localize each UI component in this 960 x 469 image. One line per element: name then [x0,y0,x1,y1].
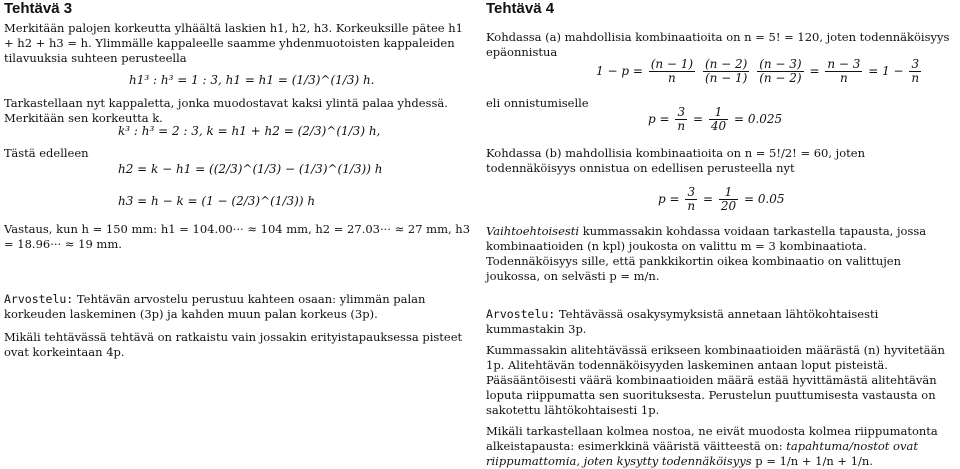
fraction: $\frac{1}{20}$ [720,185,737,213]
task4-alternative: Vaihtoehtoisesti kummassakin kohdassa voidaan tarkastella tapausta, jossa kombinaatioiden (n kpl) joukosta on valittu m = 3 kombinaatiota. Todennäköisyys sille, että pankkikortin oikea kombinaatio on valittujen joukossa, on selvästi p = m/n. [486,224,927,283]
task3-eq4: h3 = h − k = (1 − (2/3)^(1/3)) h [118,194,316,208]
task3-intro: Merkitään palojen korkeutta ylhäältä laskien h1, h2, h3. Korkeuksille pätee h1 + h2 + h3 = h. Ylimmälle kappaleelle saamme yhdenmuotoisten kappaleiden tilavuuksia suhteen perusteella [4,21,463,65]
fraction: $\frac{3}{n}$ [677,105,686,133]
grading-label: Arvostelu: [4,292,74,306]
task3-grading [4,292,474,360]
fraction: $\frac{3}{n}$ [911,57,920,85]
task3-eq3: h2 = k − h1 = ((2/3)^(1/3) − (1/3)^(1/3)) h [118,162,383,176]
task4-grading [486,307,956,469]
task4-eq2: p = $\frac{3}{n}$ = $\frac{1}{40}$ = 0.025 [648,105,783,133]
grading-p2: Kummassakin alitehtävässä erikseen kombinaatioiden määrästä (n) hyvitetään 1p. Alitehtävän todennäköisyyden laskeminen antaan loput pisteistä. Pääsääntöisesti väärä kombinaatioiden määrä estää hyvittämästä alitehtävän loputa riippumatta sen suorituksesta. Perustelun puuttumisesta vastausta on sakotettu lähtökohtaisesti 1p. [486,343,945,417]
task4-eli: eli onnistumiselle [486,96,589,110]
task4-intro: Kohdassa (a) mahdollisia kombinaatioita on n = 5! = 120, joten todennäköisyys epäonnistua [486,30,950,59]
grading-p3: Mikäli tarkastellaan kolmea nostoa, ne eivät muodosta kolmea riippumatonta alkeistapausta: esimerkkinä vääristä väitteestä on: tapahtuma/nostot ovat riippumattomia, joten kysytty todennäköisyys p = 1/n + 1/n + 1/n. [486,424,938,468]
task3-para2: Tarkastellaan nyt kappaletta, jonka muodostavat kaksi ylintä palaa yhdessä. Merkitään sen korkeutta k. [4,96,448,125]
task4-eq1: 1 − p = $\frac{(n - 1)}{n}$ $\frac{(n - 2)}{(n - 1)}$ $\frac{(n - 3)}{(n - 2)}$ = $\frac{n - 3}{n}$ = 1 − $\frac{3}{n}$ [596,57,920,85]
task4-para-b: Kohdassa (b) mahdollisia kombinaatioita on n = 5!/2! = 60, joten todennäköisyys onnistua on edellisen perusteella nyt [486,146,866,175]
task3-answer: Vastaus, kun h = 150 mm: h1 = 104.00··· ≈ 104 mm, h2 = 27.03··· ≈ 27 mm, h3 = 18.96··· ≈ 19 mm. [4,222,471,251]
task4-eq3: p = $\frac{3}{n}$ = $\frac{1}{20}$ = 0.05 [658,185,785,213]
fraction: $\frac{n - 3}{n}$ [827,57,861,85]
fraction: $\frac{3}{n}$ [687,185,696,213]
fraction: $\frac{(n - 1)}{n}$ [650,57,694,85]
grading-note: Mikäli tehtävässä tehtävä on ratkaistu vain jossakin erityistapauksessa pisteet ovat korkeintaan 4p. [4,330,463,359]
task4-title: Tehtävä 4 [486,0,555,17]
task3-tasta: Tästä edelleen [4,146,89,160]
task3-eq2: k³ : h³ = 2 : 3, k = h1 + h2 = (2/3)^(1/3) h, [118,124,381,138]
grading-label: Arvostelu: [486,307,556,321]
grading-text: Tehtävässä osakysymyksistä annetaan lähtökohtaisesti kummastakin 3p. [486,307,879,336]
task3-title: Tehtävä 3 [4,0,73,17]
task3-eq1: h1³ : h³ = 1 : 3, h1 = h1 = (1/3)^(1/3) h. [129,73,375,87]
fraction: $\frac{(n - 3)}{(n - 2)}$ [759,57,802,85]
grading-text: Tehtävän arvostelu perustuu kahteen osaan: ylimmän palan korkeuden laskeminen (3p) ja kahden muun palan korkeus (3p). [4,292,426,321]
fraction: $\frac{1}{40}$ [710,105,727,133]
fraction: $\frac{(n - 2)}{(n - 1)}$ [704,57,748,85]
